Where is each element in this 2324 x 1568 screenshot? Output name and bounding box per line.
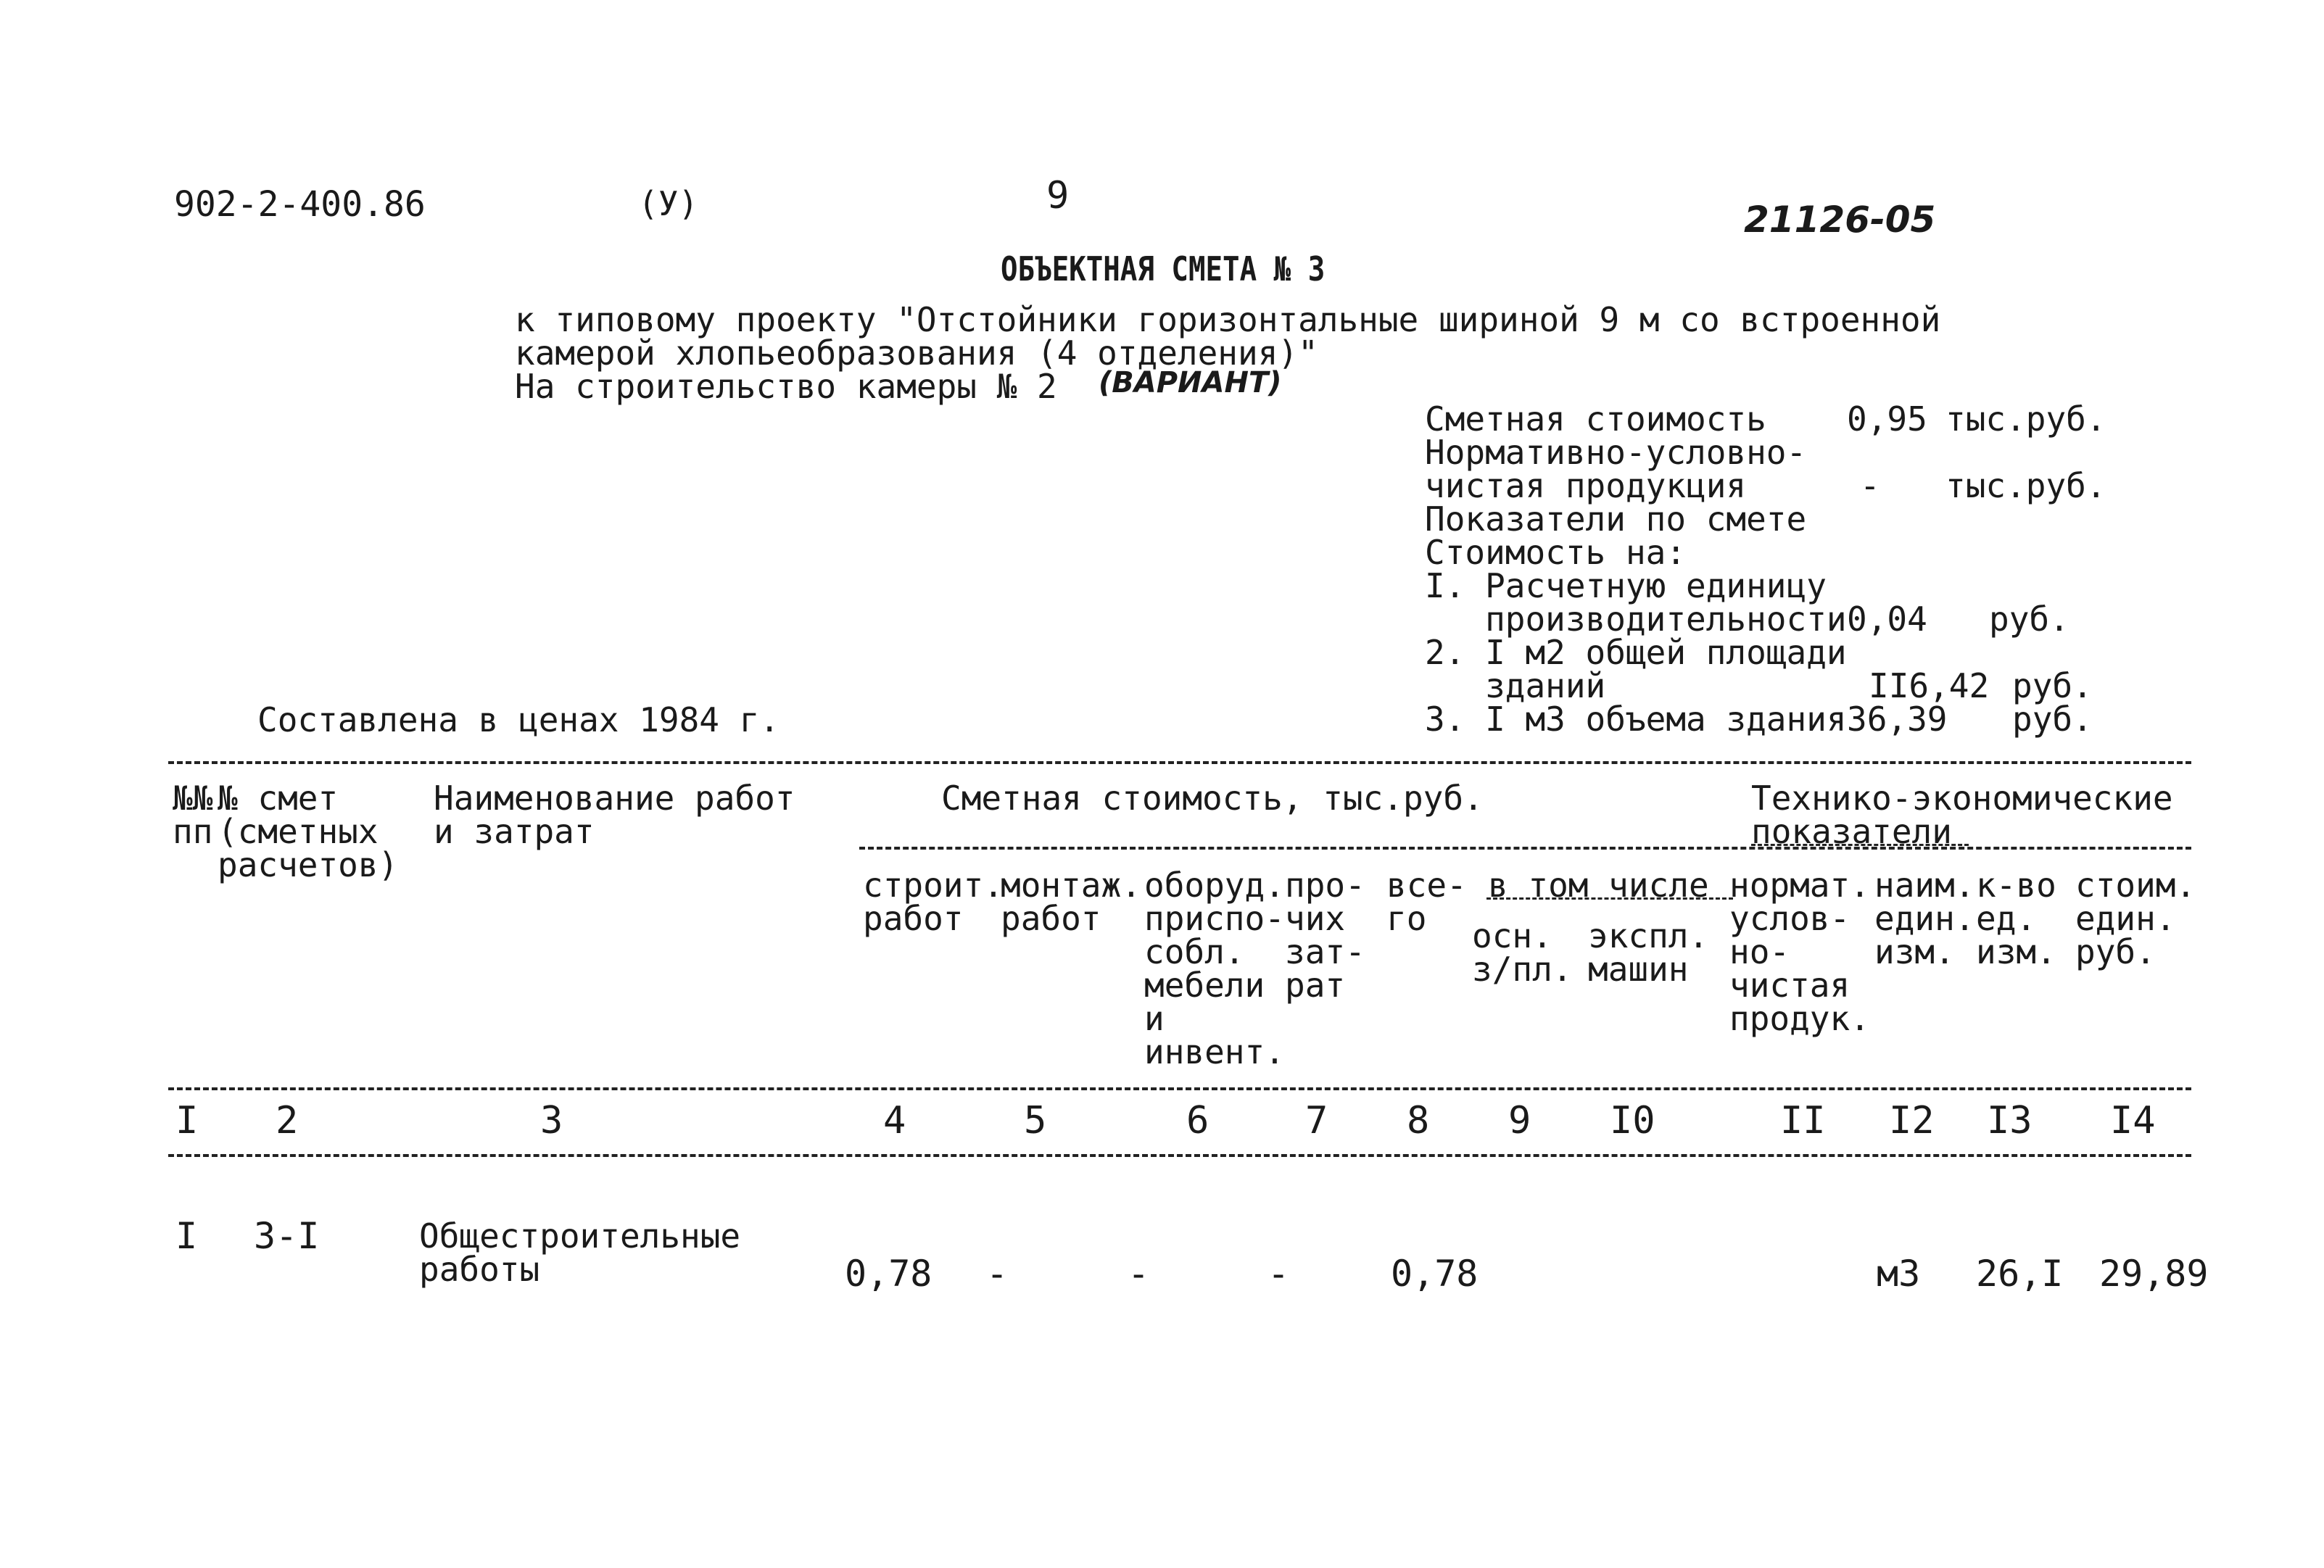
col-number: I0	[1610, 1099, 1655, 1142]
summary-label: Сметная стоимость	[1425, 399, 1766, 439]
table-rule-numbers-bottom	[168, 1154, 2191, 1157]
row-unit-cost: 29,89	[2099, 1253, 2209, 1295]
marker: (У)	[638, 184, 699, 223]
col-number: 6	[1186, 1099, 1209, 1142]
row-pp: I	[175, 1215, 198, 1257]
summary-label: 3. I м3 объема здания	[1425, 700, 1847, 739]
col-number: 5	[1024, 1099, 1047, 1142]
summary-value: -	[1860, 466, 1880, 505]
header-construction: строит. работ	[863, 866, 1004, 938]
row-qty: 26,I	[1976, 1253, 2064, 1295]
summary-label: Показатели по смете	[1425, 499, 1807, 539]
header-pp: №№ пп	[173, 779, 213, 851]
col-number: I	[175, 1099, 199, 1142]
header-other: про- чих зат- рат	[1285, 866, 1365, 1005]
summary-label: Стоимость на:	[1425, 533, 1687, 572]
col-number: I3	[1987, 1099, 2033, 1142]
doc-code: 902-2-400.86	[174, 184, 426, 225]
col-number: II	[1780, 1099, 1826, 1142]
prices-note: Составлена в ценах 1984 г.	[257, 700, 780, 739]
summary-value: 0,95	[1847, 399, 1927, 439]
summary-unit: тыс.руб.	[1945, 399, 2106, 439]
subtitle-line3: На строительство камеры № 2	[515, 367, 1057, 406]
summary-value: II6,42	[1869, 666, 1990, 705]
col-number: 3	[540, 1099, 563, 1142]
col-number: 4	[883, 1099, 906, 1142]
summary-value: 0,04	[1847, 600, 1927, 639]
header-total: все- го	[1386, 866, 1467, 938]
summary-label: зданий	[1425, 666, 1606, 705]
summary-value: 36,39	[1847, 700, 1948, 739]
header-work-name: Наименование работ и затрат	[434, 779, 795, 851]
summary-unit: руб.	[2012, 666, 2093, 705]
summary-unit: тыс.руб.	[1945, 466, 2106, 505]
subtitle-line2: камерой хлопьеобразования (4 отделения)"	[515, 333, 1318, 373]
summary-label: Нормативно-условно-	[1425, 433, 1807, 472]
header-wages: осн. з/пл.	[1472, 916, 1573, 989]
row-estimate: 3-I	[254, 1215, 320, 1257]
summary-label: производительности	[1425, 600, 1847, 639]
row-total: 0,78	[1391, 1253, 1479, 1295]
header-unit: наим. един. изм.	[1874, 866, 1975, 971]
row-unit: м3	[1877, 1253, 1921, 1295]
subtitle-line1: к типовому проекту "Отстойники горизонтальные шириной 9 м со встроенной	[515, 300, 1941, 339]
header-equipment: оборуд. приспо- собл. мебели и инвент.	[1144, 866, 1285, 1071]
header-mounting: монтаж. работ	[1001, 866, 1141, 938]
header-qty: к-во ед. изм.	[1976, 866, 2056, 971]
row-construction: 0,78	[845, 1253, 933, 1295]
col-number: 8	[1407, 1099, 1430, 1142]
table-row	[0, 1215, 2324, 1305]
summary-label: 2. I м2 общей площади	[1425, 633, 1847, 672]
header-machines: экспл. машин	[1588, 916, 1709, 989]
summary-unit: руб.	[2012, 700, 2093, 739]
summary-unit: руб.	[1989, 600, 2069, 639]
header-estimate-no: № смет (сметных расчетов)	[218, 779, 399, 884]
col-number: 2	[276, 1099, 299, 1142]
page-number: 9	[1046, 174, 1070, 217]
table-rule-top	[168, 761, 2191, 764]
col-number: I4	[2110, 1099, 2156, 1142]
summary-label: I. Расчетную единицу	[1425, 566, 1827, 605]
summary-label: чистая продукция	[1425, 466, 1747, 505]
header-npp: нормат. услов- но- чистая продук.	[1729, 866, 1870, 1038]
col-number: 7	[1305, 1099, 1328, 1142]
row-work-name: Общестроительные работы	[419, 1216, 741, 1289]
page-title: ОБЪЕКТНАЯ СМЕТА № 3	[1001, 249, 1326, 289]
header-unit-cost: стоим. един. руб.	[2075, 866, 2196, 971]
header-vtom: в том числе	[1488, 866, 1709, 905]
row-equipment: -	[1128, 1253, 1150, 1295]
col-number: 9	[1508, 1099, 1531, 1142]
ref-code: 21126-05	[1744, 199, 1936, 241]
variant-note: (ВАРИАНТ)	[1099, 366, 1282, 399]
header-tech-group: Технико-экономические показатели	[1751, 779, 2173, 851]
row-mounting: -	[986, 1253, 1009, 1295]
col-number: I2	[1889, 1099, 1935, 1142]
table-rule-header-bottom	[168, 1087, 2191, 1090]
header-cost-group: Сметная стоимость, тыс.руб.	[941, 779, 1484, 818]
row-other: -	[1268, 1253, 1290, 1295]
summary-block	[1425, 399, 2150, 739]
